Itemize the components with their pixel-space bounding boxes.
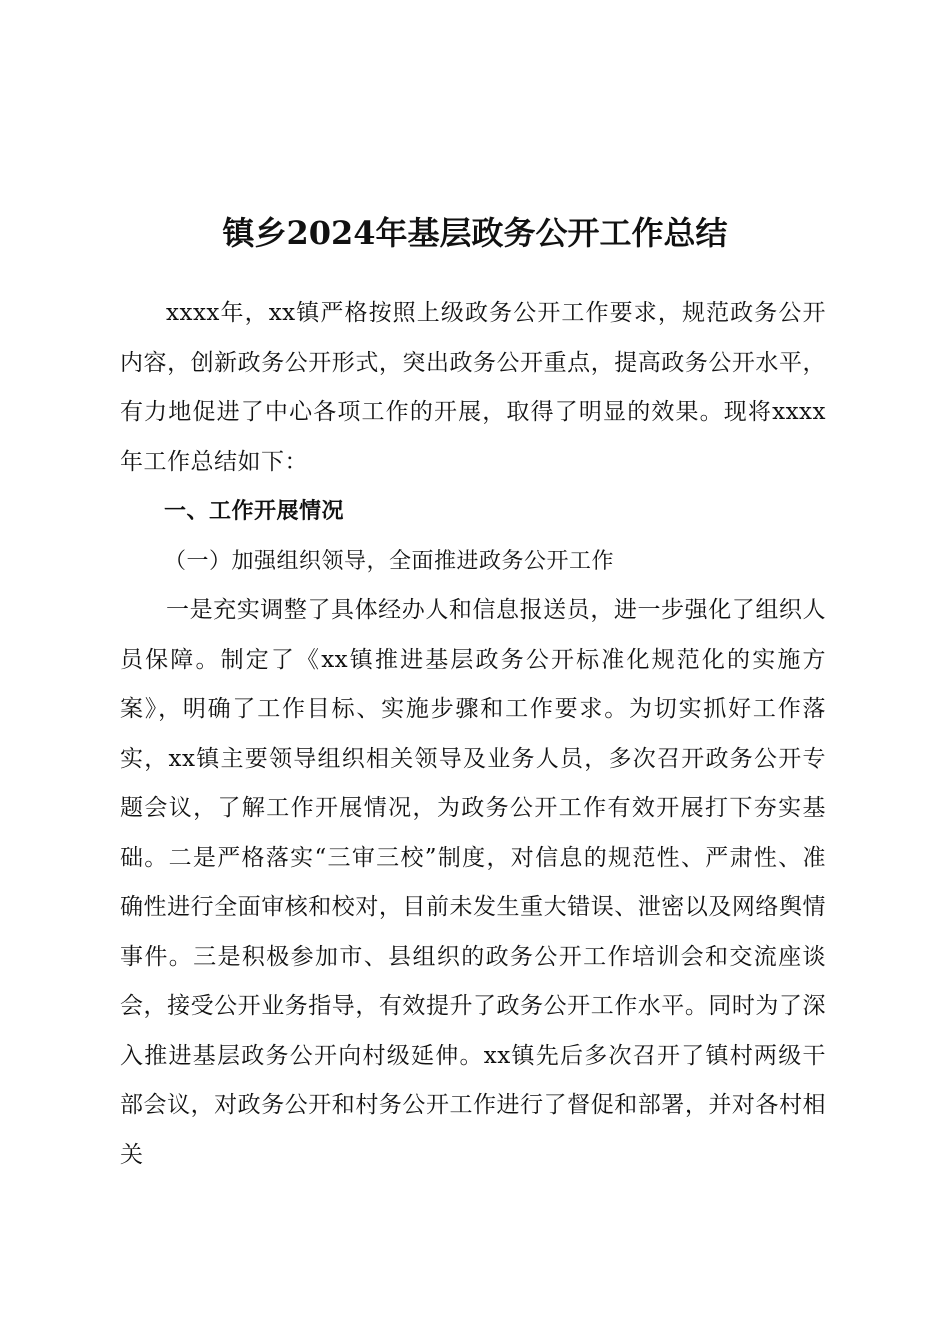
subsection-heading: （一）加强组织领导，全面推进政务公开工作 xyxy=(164,548,615,574)
intro-paragraph: xxxx年，xx镇严格按照上级政务公开工作要求，规范政务公开内容，创新政务公开形式，突出政务公开重点，提高政务公开水平，有力地促进了中心各项工作的开展，取得了明显的效果。现将xxxx年工作总结如下： xyxy=(120,300,826,475)
document-title: 镇乡2024年基层政务公开工作总结 xyxy=(222,214,728,253)
section-heading: 一、工作开展情况 xyxy=(164,499,345,524)
document-body xyxy=(120,289,826,1180)
body-paragraph: 一是充实调整了具体经办人和信息报送员，进一步强化了组织人员保障。制定了《xx镇推进基层政务公开标准化规范化的实施方案》，明确了工作目标、实施步骤和工作要求。为切实抓好工作落实，xx镇主要领导组织相关领导及业务人员，多次召开政务公开专题会议，了解工作开展情况，为政务公开工作有效开展打下夯实基础。二是严格落实“三审三校”制度，对信息的规范性、严肃性、准确性进行全面审核和校对，目前未发生重大错误、泄密以及网络舆情事件。三是积极参加市、县组织的政务公开工作培训会和交流座谈会，接受公开业务指导，有效提升了政务公开工作水平。同时为了深入推进基层政务公开向村级延伸。xx镇先后多次召开了镇村两级干部会议，对政务公开和村务公开工作进行了督促和部署，并对各村相关 xyxy=(120,597,826,1168)
